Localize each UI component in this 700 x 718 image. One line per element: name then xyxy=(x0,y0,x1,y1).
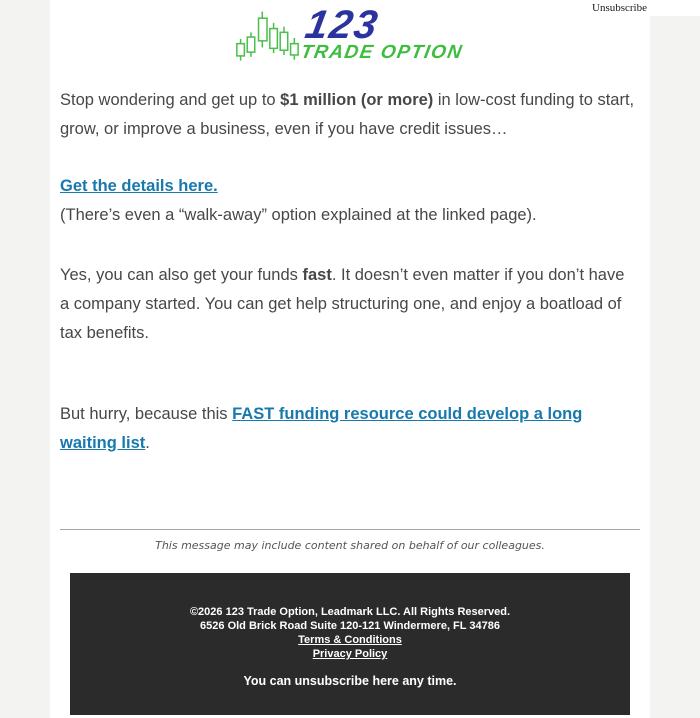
paragraph-funds xyxy=(60,261,636,348)
paragraph-hurry xyxy=(60,400,636,458)
funds-text-start: Yes, you can also get your funds xyxy=(60,266,303,284)
intro-text-bold: $1 million (or more) xyxy=(280,91,434,109)
hurry-text-end: . xyxy=(145,434,150,452)
logo-text xyxy=(299,3,470,64)
get-details-link[interactable]: Get the details here. xyxy=(60,177,218,195)
logo xyxy=(50,0,650,70)
funds-text-end: . It doesn’t even matter if you don’t have a company started. You can get help structuring one, and enjoy a boatload of tax benefits. xyxy=(60,266,625,342)
privacy-link[interactable]: Privacy Policy xyxy=(312,648,388,660)
footer-unsubscribe-note[interactable]: You can unsubscribe here any time. xyxy=(243,674,457,688)
candlestick-chart-icon xyxy=(234,8,300,68)
paragraph-details xyxy=(60,172,636,230)
fast-funding-link[interactable]: FAST funding resource could develop a long waiting list xyxy=(60,405,583,452)
unsubscribe-link[interactable]: Unsubscribe xyxy=(592,2,647,14)
footer-address: 6526 Old Brick Road Suite 120-121 Windermere, FL 34786 xyxy=(200,620,500,632)
terms-link[interactable]: Terms & Conditions xyxy=(298,634,402,646)
logo-name: TRADE OPTION xyxy=(299,42,465,63)
walk-away-note: (There’s even a “walk-away” option explained at the linked page). xyxy=(60,206,537,224)
intro-text-end: in low-cost funding to start, grow, or improve a business, even if you have credit issues… xyxy=(60,91,635,138)
email-body xyxy=(50,0,650,718)
colleagues-note: This message may include content shared on behalf of our colleagues. xyxy=(155,539,545,552)
intro-text-start: Stop wondering and get up to xyxy=(60,91,281,109)
paragraph-intro xyxy=(60,86,636,144)
divider-line xyxy=(60,529,640,530)
hurry-text-start: But hurry, because this xyxy=(60,405,233,423)
footer xyxy=(70,573,630,715)
funds-text-bold: fast xyxy=(302,266,332,284)
logo-number: 123 xyxy=(302,3,383,47)
top-white-strip xyxy=(650,0,700,16)
email-content xyxy=(50,86,650,458)
footer-copyright: ©2026 123 Trade Option, Leadmark LLC. All Rights Reserved. xyxy=(189,606,511,618)
